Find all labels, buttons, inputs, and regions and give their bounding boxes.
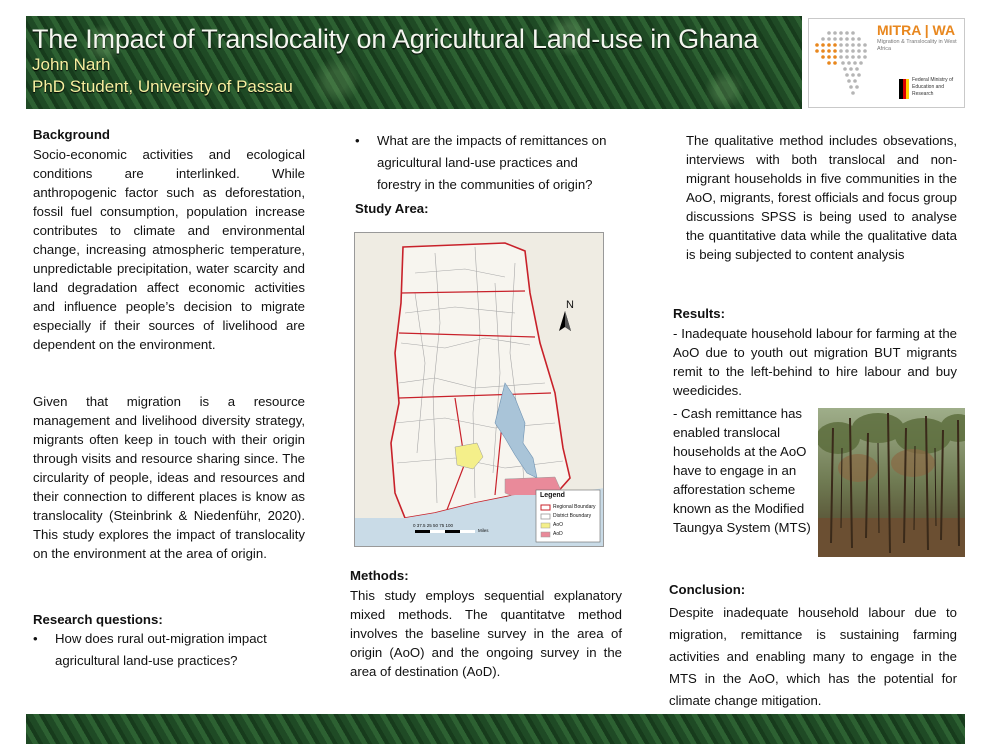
results-item-1: - Inadequate household labour for farming at the AoO due to youth out migration BUT migrants remit to the left-behind to hire labour and buy weedicides. [673, 326, 957, 398]
methods-heading: Methods: [350, 568, 409, 583]
conclusion-heading: Conclusion: [669, 582, 746, 597]
methods-paragraph-2: The qualitative method includes obsevations, interviews with both translocal and non-migrant households in five communities in the AoO, migrants, forest officials and focus group discussions SPSS is being used to analyse the quantitative data while the qualitative data is being subjected to content analysis [686, 133, 957, 262]
africa-dots-icon [815, 25, 877, 101]
research-questions-heading: Research questions: [33, 612, 163, 627]
scale-unit: Miles [478, 528, 489, 533]
methods-paragraph: This study employs sequential explanatory mixed methods. The quantitatve method involves the baseline survey in the area of origin (AoO) and the ongoing survey in the area of destination (AoD). [350, 588, 622, 679]
german-flag-icon [899, 79, 909, 99]
poster-title: The Impact of Translocality on Agricultural Land-use in Ghana [32, 24, 759, 54]
research-question-2: • What are the impacts of remittances on agricultural land-use practices and forestry in the communities of origin? [355, 130, 621, 196]
logo-name: MITRA | WA [877, 22, 956, 38]
forest-image [818, 408, 965, 557]
legend-item-regional: Regional Boundary [553, 504, 596, 510]
ministry-name: Federal Ministry of Education and Research [912, 77, 954, 97]
background-paragraph-2: Given that migration is a resource management and livelihood diversity strategy, migrants often keep in touch with their origin through visits and resource sharing since. The circularity of people, ideas and resources and their connection to different places is know as translocality (Steinbrink & Niedenführ, 2020). This study explores the impact of translocality on the environment at the area of origin. [33, 394, 305, 561]
title-banner [26, 16, 802, 109]
legend-title: Legend [540, 492, 565, 499]
north-label: N [566, 299, 574, 311]
legend-item-district: District Boundary [553, 513, 592, 519]
afforestation-photo [818, 408, 965, 557]
scale-label: 0 37.5 25 50 75 100 [413, 523, 454, 528]
logo-subtitle: Migration & Translocality in West Africa [877, 39, 957, 52]
results-item-2: - Cash remittance has enabled translocal households at the AoO have to engage in an afforestation scheme known as the Modified Taungya System (MTS) [673, 406, 811, 535]
mitra-wa-logo [808, 18, 965, 108]
research-question-1: • How does rural out-migration impact agricultural land-use practices? [33, 628, 305, 672]
study-area-heading: Study Area: [355, 201, 429, 216]
author-affiliation: PhD Student, University of Passau [32, 77, 293, 96]
author-name: John Narh [32, 55, 111, 74]
conclusion-paragraph: Despite inadequate household labour due to migration, remittance is sustaining farming activities and enabling many to engage in the MTS in the AoO, which has the potential for climate change mitigation. [669, 605, 957, 708]
results-heading: Results: [673, 306, 726, 321]
map-graphic [355, 233, 604, 547]
legend-item-aod: AoD [553, 531, 563, 537]
research-questions-list-2 [355, 130, 621, 196]
background-heading: Background [33, 127, 110, 142]
legend-item-aoo: AoO [553, 522, 564, 528]
background-paragraph-1: Socio-economic activities and ecological conditions are interlinked. While anthropogenic factor such as deforestation, fossil fuel consumption, population increase contributes to climate and environmental change, increasing atmospheric temperature, unpredictable precipitation, water scarcity and land degradation affect economic activities and influence people’s decision to migrate especially if their sources of livelihood are dependent on the environment. [33, 147, 305, 352]
ghana-study-area-map [354, 232, 604, 547]
research-questions-list-1 [33, 628, 305, 672]
footer-banner [26, 714, 965, 744]
